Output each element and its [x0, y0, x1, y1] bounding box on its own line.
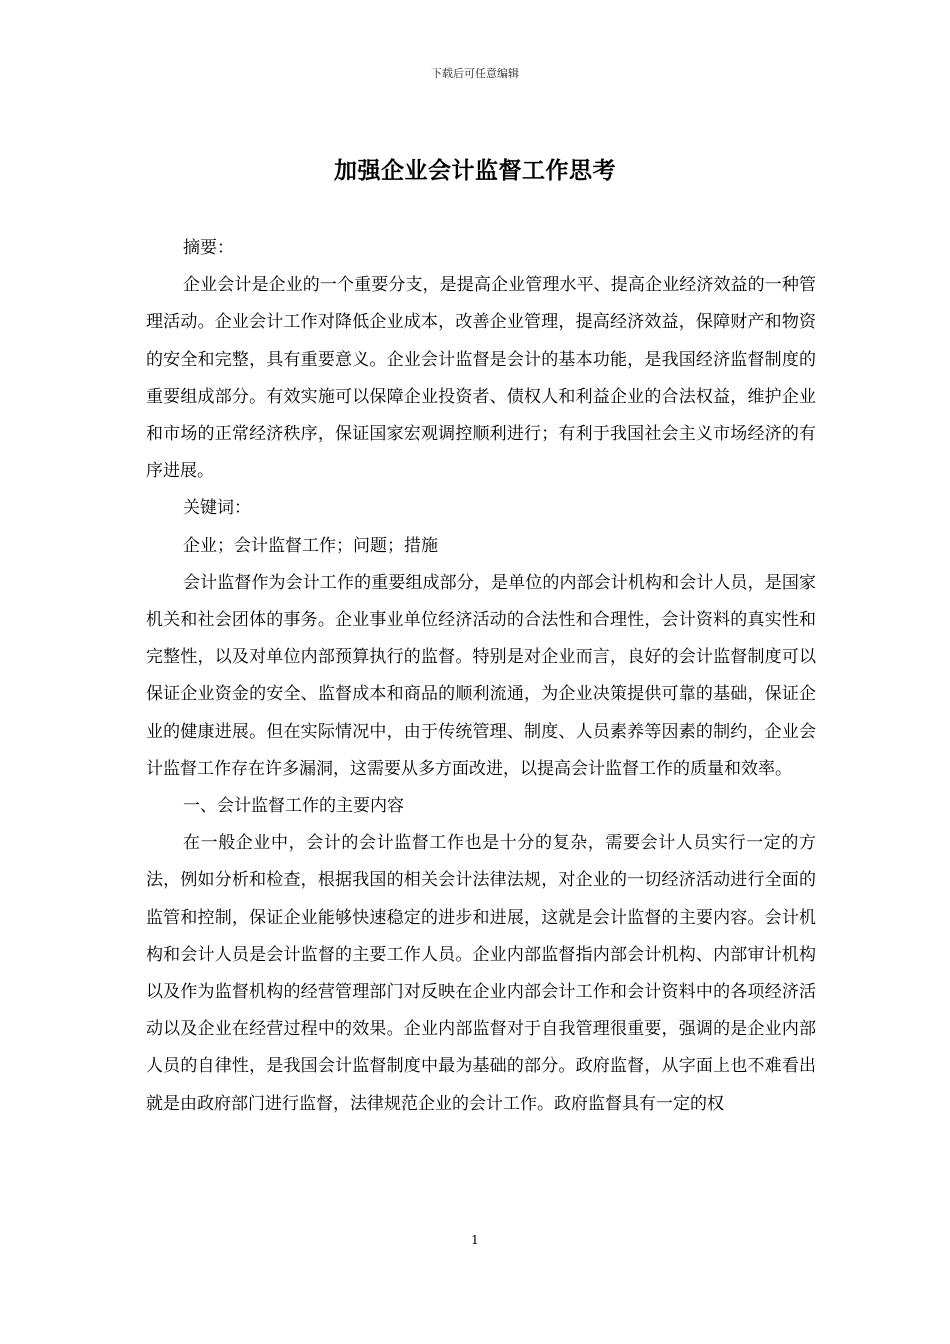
header-note: 下载后可任意编辑 — [431, 67, 519, 80]
section-paragraph-1: 在一般企业中，会计的会计监督工作也是十分的复杂，需要会计人员实行一定的方法，例如分析和检查，根据我国的相关会计法律法规，对企业的一切经济活动进行全面的监管和控制，保证企业能够快速稳定的进步和进展，这就是会计监督的主要内容。会计机构和会计人员是会计监督的主要工作人员。企业内部监督指内部会计机构、内部审计机构以及作为监督机构的经营管理部门对反映在企业内部会计工作和会计资料中的各项经济活动以及企业在经营过程中的效果。企业内部监督对于自我管理很重要，强调的是企业内部人员的自律性，是我国会计监督制度中最为基础的部分。政府监督，从字面上也不难看出就是由政府部门进行监督，法律规范企业的会计工作。政府监督具有一定的权 — [146, 833, 816, 1114]
document-body — [146, 230, 816, 1123]
keywords-heading: 关键词： — [183, 498, 251, 519]
intro-paragraph: 会计监督作为会计工作的重要组成部分，是单位的内部会计机构和会计人员，是国家机关和社会团体的事务。企业事业单位经济活动的合法性和合理性，会计资料的真实性和完整性，以及对单位内部预算执行的监督。特别是对企业而言，良好的会计监督制度可以保证企业资金的安全、监督成本和商品的顺利流通，为企业决策提供可靠的基础，保证企业的健康进展。但在实际情况中，由于传统管理、制度、人员素养等因素的制约，企业会计监督工作存在许多漏洞，这需要从多方面改进，以提高会计监督工作的质量和效率。 — [146, 572, 816, 779]
keywords-list: 企业；会计监督工作；问题；措施 — [183, 535, 438, 556]
abstract-heading: 摘要： — [183, 238, 234, 258]
page-number: 1 — [471, 1233, 479, 1247]
section-heading-1: 一、会计监督工作的主要内容 — [183, 796, 404, 817]
abstract-paragraph: 企业会计是企业的一个重要分支，是提高企业管理水平、提高企业经济效益的一种管理活动。企业会计工作对降低企业成本，改善企业管理，提高经济效益，保障财产和物资的安全和完整，具有重要意义。企业会计监督是会计的基本功能，是我国经济监督制度的重要组成部分。有效实施可以保障企业投资者、债权人和利益企业的合法权益，维护企业和市场的正常经济秩序，保证国家宏观调控顺利进行；有利于我国社会主义市场经济的有序进展。 — [146, 275, 816, 482]
document-title: 加强企业会计监督工作思考 — [334, 157, 616, 184]
